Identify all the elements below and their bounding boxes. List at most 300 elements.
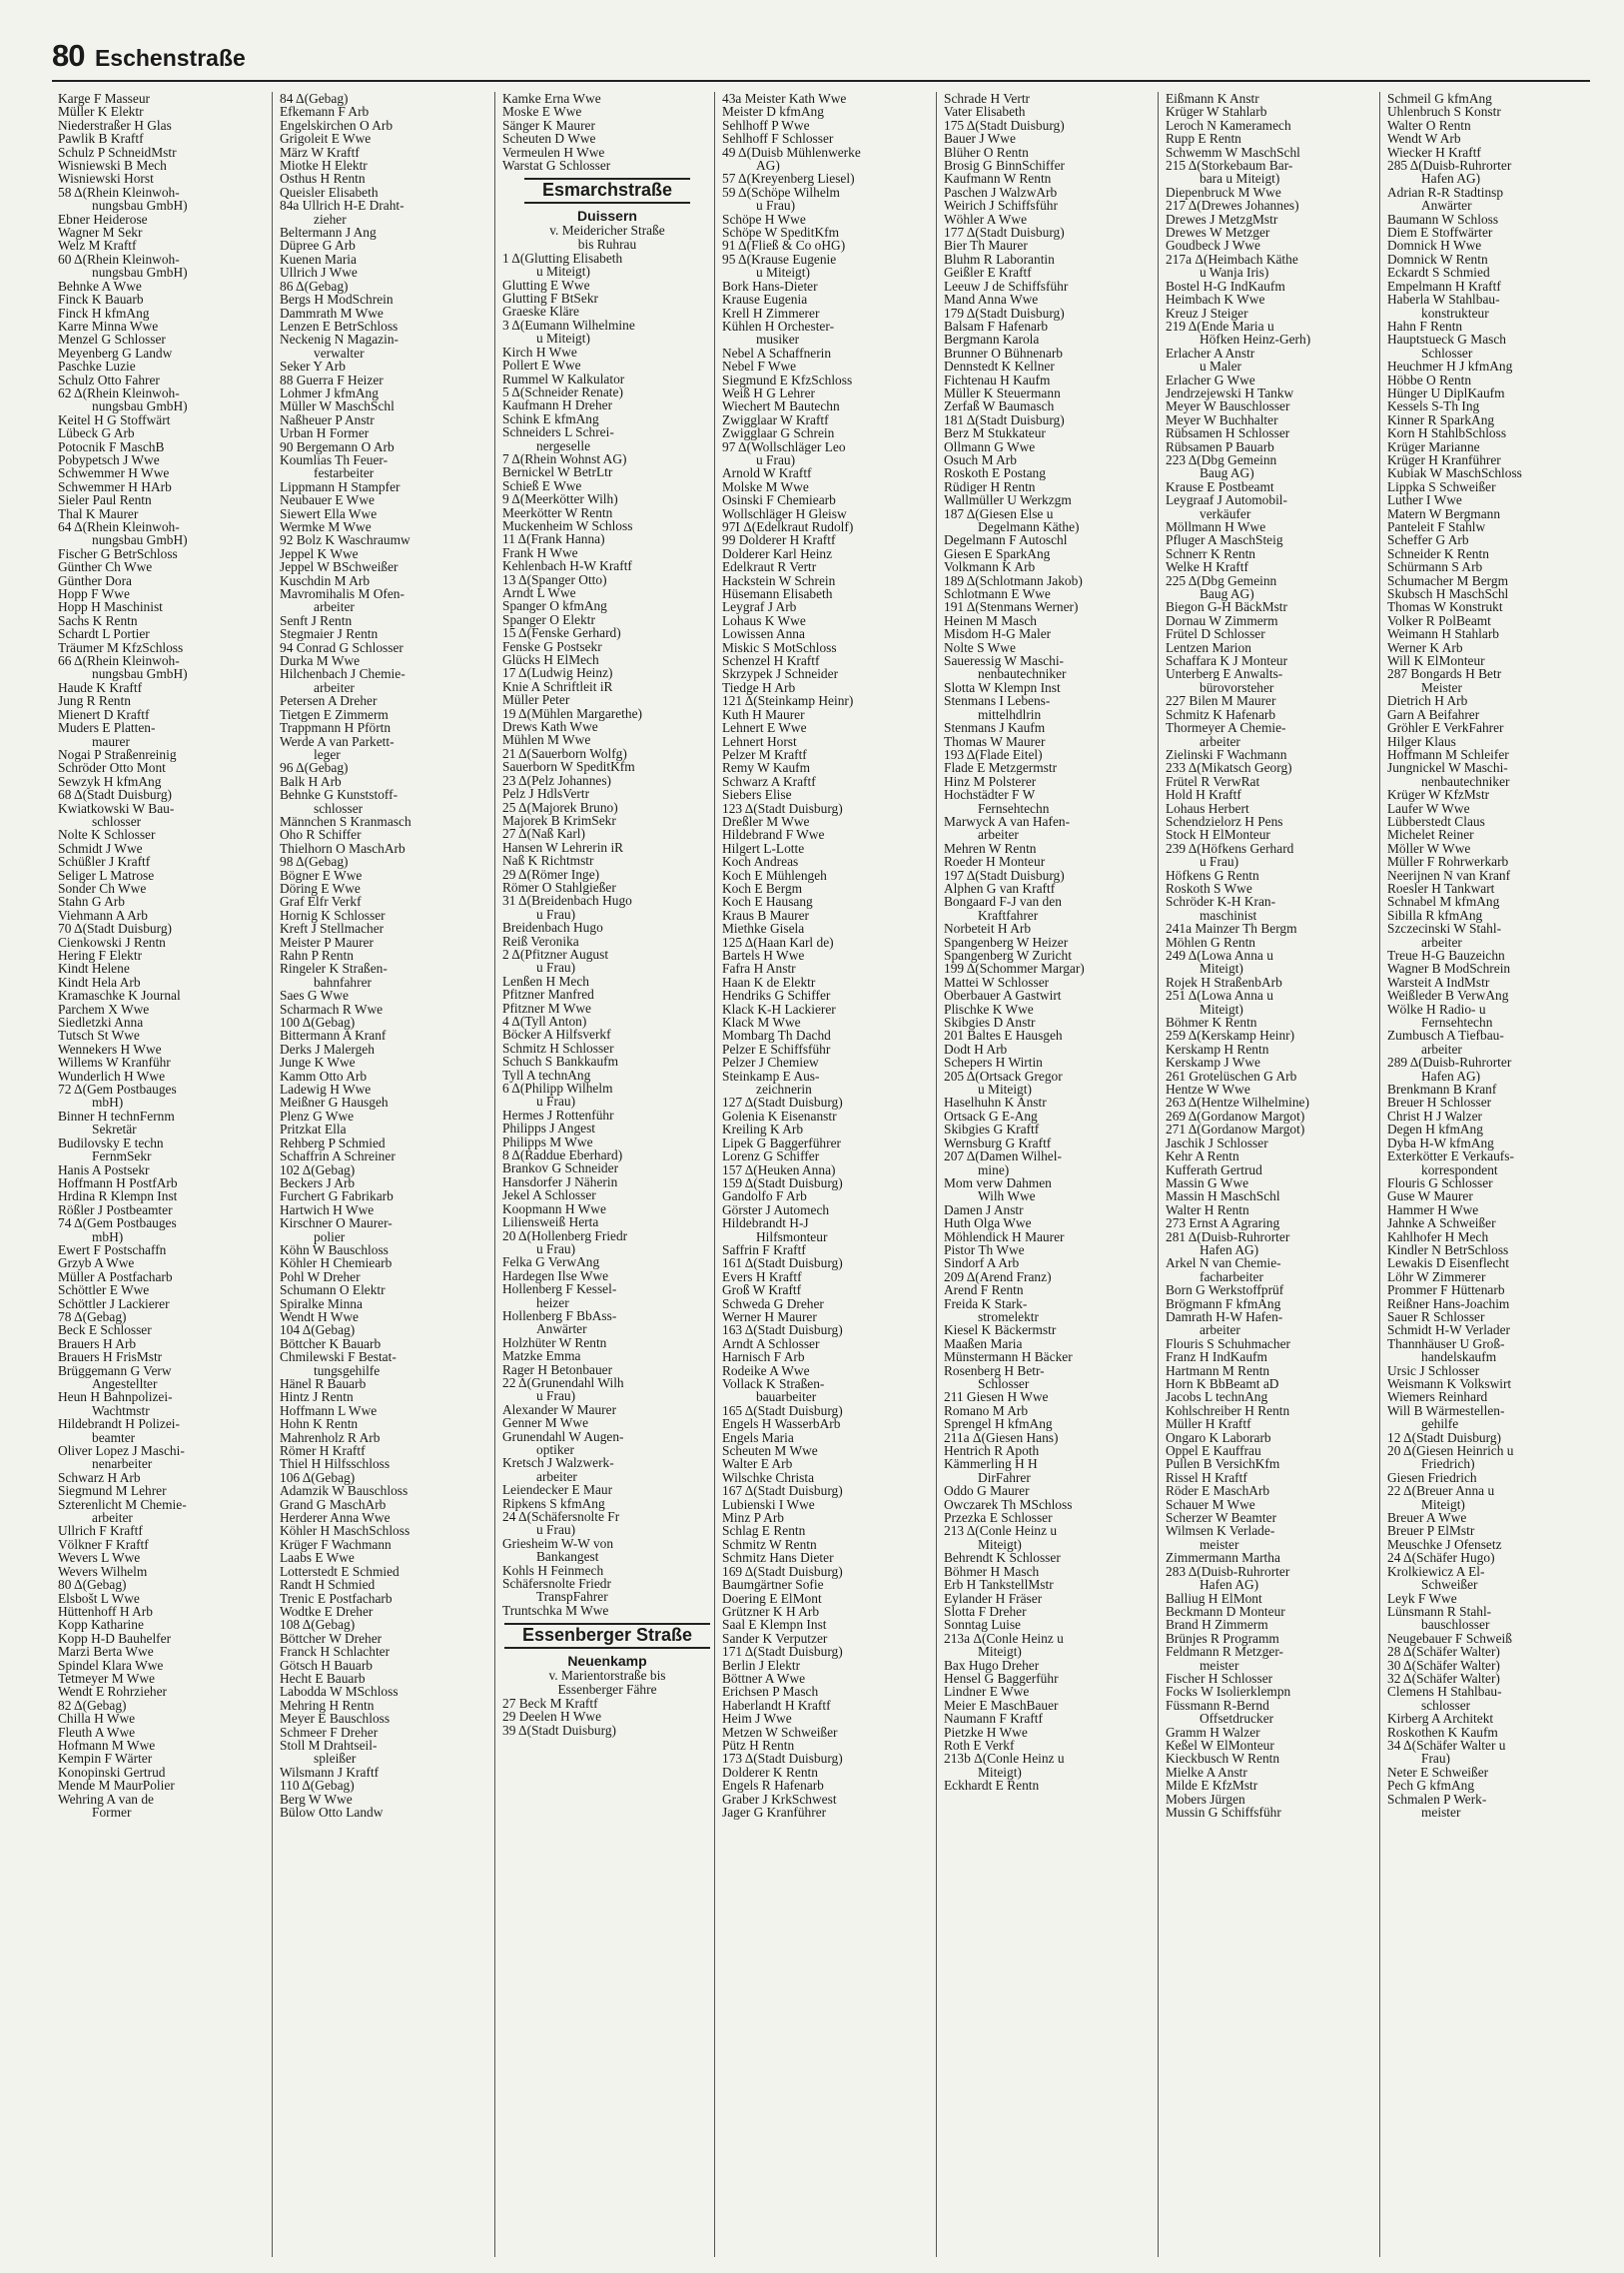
resident-entry: u Miteigt) [536, 264, 590, 280]
resident-entry: Wöhler A Wwe [944, 211, 1028, 227]
house-number-entry: 211a Δ(Giesen Hans) [944, 1429, 1059, 1445]
resident-entry: Thiel H Hilfsschloss [280, 1456, 391, 1472]
resident-entry: Degelmann Käthe) [978, 519, 1080, 534]
resident-entry: Wagner B ModSchrein [1387, 961, 1511, 977]
resident-entry: Welz M Kraftf [58, 238, 137, 254]
resident-entry: Hollenberg F Kessel- [502, 1281, 617, 1297]
resident-entry: Minz P Arb [722, 1510, 784, 1526]
resident-entry: Wermke M Wwe [280, 519, 372, 534]
resident-entry: Drews Kath Wwe [502, 719, 598, 735]
resident-entry: Kerskamp H Rentn [1166, 1041, 1269, 1057]
resident-entry: Sehlhoff P Wwe [722, 117, 810, 133]
resident-entry: Siedletzki Anna [58, 1015, 144, 1031]
column-divider [714, 92, 715, 2257]
resident-entry: Pütz H Rentn [722, 1737, 795, 1753]
resident-entry: Bergs H ModSchrein [280, 292, 394, 308]
resident-entry: Engels Maria [722, 1429, 794, 1445]
resident-entry: Wisniewski Horst [58, 171, 154, 187]
resident-entry: Fernsehtechn [978, 800, 1050, 816]
resident-entry: Meister [1421, 679, 1462, 695]
resident-entry: Rößler J Postbeamter [58, 1201, 173, 1217]
resident-entry: Rübsamen P Bauarb [1166, 438, 1274, 454]
resident-entry: Kindt Hela Arb [58, 974, 141, 990]
resident-entry: Werner H Maurer [722, 1308, 817, 1324]
column-divider [494, 92, 495, 2257]
resident-entry: Schwemm W MaschSchl [1166, 144, 1300, 160]
resident-entry: Kufferath Gertrud [1166, 1161, 1262, 1177]
resident-entry: Meyer E Bauschloss [280, 1711, 391, 1727]
resident-entry: Böttner A Wwe [722, 1670, 806, 1686]
resident-entry: DirFahrer [978, 1469, 1031, 1485]
resident-entry: bahnfahrer [314, 974, 372, 990]
resident-entry: Spindel Klara Wwe [58, 1657, 164, 1673]
resident-entry: Elsbošt L Wwe [58, 1590, 140, 1606]
resident-entry: Berz M Stukkateur [944, 425, 1046, 441]
resident-entry: FernmSekr [92, 1148, 152, 1164]
resident-entry: Former [92, 1805, 132, 1820]
resident-entry: Brauers H FrisMstr [58, 1349, 163, 1365]
resident-entry: Massin G Wwe [1166, 1174, 1249, 1190]
resident-entry: Wiechert M Bautechn [722, 398, 840, 414]
house-number-entry: 169 Δ(Stadt Duisburg) [722, 1563, 843, 1579]
house-number-entry: 271 Δ(Gordanow Margot) [1166, 1122, 1305, 1137]
house-number-entry: 223 Δ(Dbg Gemeinn [1166, 451, 1277, 467]
resident-entry: Schwemmer H HArb [58, 478, 172, 494]
resident-entry: Kramaschke K Journal [58, 988, 181, 1004]
resident-entry: Böcker A Hilfsverkf [502, 1027, 611, 1043]
resident-entry: Meister P Maurer [280, 934, 374, 950]
resident-entry: Kühlen H Orchester- [722, 318, 835, 334]
resident-entry: Wilh Wwe [978, 1188, 1036, 1204]
resident-entry: Slotta W Klempn Inst [944, 679, 1061, 695]
resident-entry: nergeselle [536, 437, 591, 453]
resident-entry: Kreuz J Steiger [1166, 305, 1248, 321]
resident-entry: Dolderer K Rentn [722, 1764, 818, 1780]
resident-entry: leger [314, 746, 341, 762]
resident-entry: Warstat G Schlosser [502, 158, 611, 174]
resident-entry: Koumlias Th Feuer- [280, 451, 389, 467]
house-number-entry: 94 Conrad G Schlosser [280, 639, 404, 655]
resident-entry: Schlosser [1421, 345, 1473, 361]
resident-entry: Schröder Otto Mont [58, 760, 166, 776]
house-number-entry: 108 Δ(Gebag) [280, 1617, 356, 1633]
resident-entry: Siebers Elise [722, 787, 792, 803]
house-number-entry: 175 Δ(Stadt Duisburg) [944, 117, 1065, 133]
resident-entry: Görster J Automech [722, 1201, 830, 1217]
house-number-entry: 9 Δ(Meerkötter Wilh) [502, 491, 618, 507]
resident-entry: Roeder H Monteur [944, 854, 1046, 870]
resident-entry: Fenske G Postsekr [502, 638, 602, 654]
resident-entry: Schumacher M Bergm [1387, 572, 1508, 588]
resident-entry: Möller W Wwe [1387, 840, 1471, 856]
resident-entry: nungsbau GmbH) [92, 398, 188, 414]
resident-entry: Michelet Reiner [1387, 827, 1474, 843]
resident-entry: bauarbeiter [756, 1389, 817, 1405]
resident-entry: Kirch H Wwe [502, 344, 577, 360]
resident-entry: Beltermann J Ang [280, 225, 377, 241]
house-number-entry: 187 Δ(Giesen Else u [944, 505, 1054, 521]
resident-entry: Schwarz H Arb [58, 1469, 141, 1485]
resident-entry: Steinkamp E Aus- [722, 1068, 820, 1084]
house-number-entry: 11 Δ(Frank Hanna) [502, 531, 605, 547]
resident-entry: tungsgehilfe [314, 1362, 381, 1378]
resident-entry: Sprengel H kfmAng [944, 1416, 1053, 1432]
resident-entry: Tyll A technAng [502, 1067, 591, 1083]
house-number-entry: 181 Δ(Stadt Duisburg) [944, 411, 1065, 427]
resident-entry: arbeiter [1421, 934, 1462, 950]
house-number-entry: 171 Δ(Stadt Duisburg) [722, 1644, 843, 1660]
resident-entry: Schmitz W Rentn [722, 1536, 817, 1552]
house-number-entry: 205 Δ(Ortsack Gregor [944, 1068, 1063, 1084]
resident-entry: Hold H Kraftf [1166, 787, 1241, 803]
house-number-entry: 19 Δ(Mühlen Margarethe) [502, 705, 642, 721]
resident-entry: Schwarz A Kraftf [722, 773, 816, 789]
resident-entry: Hrdina R Klempn Inst [58, 1188, 178, 1204]
resident-entry: Düpree G Arb [280, 238, 356, 254]
resident-entry: Breuer H Schlosser [1387, 1095, 1492, 1111]
resident-entry: Volkmann K Arb [944, 559, 1036, 575]
resident-entry: mbH) [92, 1095, 124, 1111]
resident-entry: Stenmans I Lebens- [944, 693, 1051, 709]
resident-entry: Ongaro K Laborarb [1166, 1429, 1271, 1445]
house-number-entry: 21 Δ(Sauerborn Wolfg) [502, 745, 627, 761]
resident-entry: Ripkens S kfmAng [502, 1495, 605, 1511]
resident-entry: Haberla W Stahlbau- [1387, 292, 1500, 308]
resident-entry: musiker [756, 332, 800, 348]
resident-entry: Werner K Arb [1387, 639, 1463, 655]
resident-entry: Sibilla R kfmAng [1387, 907, 1483, 923]
resident-entry: Heim J Wwe [722, 1711, 792, 1727]
resident-entry: Berlin J Elektr [722, 1657, 801, 1673]
resident-entry: Wevers L Wwe [58, 1550, 141, 1566]
resident-entry: Owczarek Th MSchloss [944, 1496, 1073, 1512]
resident-entry: Wilsmann J Kraftf [280, 1764, 380, 1780]
house-number-entry: 97I Δ(Edelkraut Rudolf) [722, 519, 854, 534]
resident-entry: Fafra H Anstr [722, 961, 796, 977]
resident-entry: Hackstein W Schrein [722, 572, 836, 588]
resident-entry: Bork Hans-Dieter [722, 278, 818, 294]
resident-entry: Höfken Heinz-Gerh) [1200, 332, 1311, 348]
resident-entry: Willems W Kranführ [58, 1055, 171, 1071]
street-title: Esmarchstraße [524, 178, 690, 203]
resident-entry: Hoffmann L Wwe [280, 1402, 378, 1418]
house-number-entry: 100 Δ(Gebag) [280, 1015, 356, 1031]
resident-entry: Miteigt) [1200, 961, 1243, 977]
resident-entry: Schepers H Wirtin [944, 1055, 1043, 1071]
house-number-entry: 1 Δ(Glutting Elisabeth [502, 250, 623, 266]
resident-entry: Thielhorn O MaschArb [280, 840, 406, 856]
resident-entry: Wiecker H Kraftf [1387, 144, 1481, 160]
resident-entry: Seker Y Arb [280, 359, 346, 375]
resident-entry: Rojek H StraßenbArb [1166, 974, 1282, 990]
house-number-entry: 49 Δ(Duisb Mühlenwerke [722, 144, 861, 160]
resident-entry: Hardegen Ilse Wwe [502, 1267, 609, 1283]
resident-entry: Herderer Anna Wwe [280, 1510, 391, 1526]
resident-entry: Schieß E Wwe [502, 477, 582, 493]
resident-entry: Neerijnen N van Kranf [1387, 867, 1511, 883]
resident-entry: Laufer W Wwe [1387, 800, 1470, 816]
resident-entry: Kirschner O Maurer- [280, 1215, 393, 1231]
resident-entry: Biegon G-H BäckMstr [1166, 599, 1287, 615]
street-title: Essenberger Straße [504, 1623, 710, 1648]
resident-entry: Haberlandt H Kraftf [722, 1697, 831, 1713]
resident-entry: Pelzer M Kraftf [722, 746, 807, 762]
resident-entry: Derks J Malergeh [280, 1041, 375, 1057]
house-number-entry: 121 Δ(Steinkamp Heinr) [722, 693, 854, 709]
resident-entry: Bier Th Maurer [944, 238, 1028, 254]
resident-entry: Karre Minna Wwe [58, 318, 159, 334]
resident-entry: Stahn G Arb [58, 894, 125, 910]
resident-entry: zeichnerin [756, 1082, 812, 1098]
resident-entry: u Frau) [536, 1522, 576, 1538]
resident-entry: Osuch M Arb [944, 451, 1017, 467]
resident-entry: festarbeiter [314, 465, 375, 481]
house-number-entry: 219 Δ(Ende Maria u [1166, 318, 1274, 334]
resident-entry: Frütel D Schlosser [1166, 626, 1265, 642]
resident-entry: Köhler H MaschSchloss [280, 1523, 410, 1539]
resident-entry: gehilfe [1421, 1416, 1459, 1432]
resident-entry: Schröder K-H Kran- [1166, 894, 1276, 910]
resident-entry: Hopp H Maschinist [58, 599, 163, 615]
resident-entry: Freida K Stark- [944, 1295, 1028, 1311]
resident-entry: Krüger F Wachmann [280, 1536, 392, 1552]
resident-entry: Miteigt) [978, 1764, 1022, 1780]
resident-entry: Wernsburg G Kraftf [944, 1135, 1052, 1150]
resident-entry: Leiendecker E Maur [502, 1482, 613, 1498]
resident-entry: Hensel G Baggerführ [944, 1670, 1059, 1686]
resident-entry: Roskothen K Kaufm [1387, 1724, 1498, 1740]
directory-column [944, 92, 1154, 2257]
resident-entry: Engels H WasserbArb [722, 1416, 841, 1432]
resident-entry: Krell H Zimmerer [722, 305, 820, 321]
resident-entry: Lippka S Schweißer [1387, 478, 1496, 494]
house-number-entry: 239 Δ(Höfkens Gerhard [1166, 840, 1294, 856]
resident-entry: März W Kraftf [280, 144, 360, 160]
resident-entry: Schneider K Rentn [1387, 545, 1489, 561]
street-range-note: v. Meidericher Straße [549, 222, 665, 238]
resident-entry: Empelmann H Kraftf [1387, 278, 1501, 294]
resident-entry: Prommer F Hüttenarb [1387, 1282, 1505, 1298]
resident-entry: u Frau) [536, 1094, 576, 1110]
resident-entry: Kopp Katharine [58, 1617, 144, 1633]
resident-entry: Parchem X Wwe [58, 1001, 150, 1017]
resident-entry: Bax Hugo Dreher [944, 1657, 1040, 1673]
resident-entry: Exterkötter E Verkaufs- [1387, 1148, 1514, 1164]
resident-entry: Sehlhoff F Schlosser [722, 131, 834, 147]
resident-entry: Damrath H-W Hafen- [1166, 1308, 1283, 1324]
resident-entry: Matern W Bergmann [1387, 505, 1501, 521]
resident-entry: Giesen Friedrich [1387, 1469, 1477, 1485]
resident-entry: Grigoleit E Wwe [280, 131, 372, 147]
resident-entry: Pelzer J Chemiew [722, 1055, 819, 1071]
resident-entry: u Frau) [756, 451, 796, 467]
resident-entry: Kindler N BetrSchloss [1387, 1241, 1509, 1257]
resident-entry: Finck K Bauarb [58, 292, 144, 308]
resident-entry: Pritzkat Ella [280, 1122, 347, 1137]
resident-entry: Kreiling K Arb [722, 1122, 804, 1137]
resident-entry: Scherzer W Beamter [1166, 1510, 1277, 1526]
resident-entry: meister [1421, 1805, 1461, 1820]
house-number-entry: 30 Δ(Schäfer Walter) [1387, 1657, 1500, 1673]
house-number-entry: 197 Δ(Stadt Duisburg) [944, 867, 1065, 883]
resident-entry: Wehring A van de [58, 1791, 154, 1807]
resident-entry: bauschlosser [1421, 1617, 1490, 1633]
resident-entry: Ladewig H Wwe [280, 1082, 372, 1098]
resident-entry: Haude K Kraftf [58, 679, 143, 695]
house-number-entry: 273 Ernst A Agraring [1166, 1215, 1280, 1231]
resident-entry: Kaufmann W Rentn [944, 171, 1052, 187]
resident-entry: Neckenig N Magazin- [280, 332, 399, 348]
resident-entry: Kamke Erna Wwe [502, 92, 601, 106]
house-number-entry: 12 Δ(Stadt Duisburg) [1387, 1429, 1502, 1445]
resident-entry: Moske E Wwe [502, 104, 582, 120]
house-number-entry: 60 Δ(Rhein Kleinwoh- [58, 251, 180, 267]
resident-entry: Leygraaf J Automobil- [1166, 492, 1287, 508]
house-number-entry: 189 Δ(Schlotmann Jakob) [944, 572, 1083, 588]
resident-entry: Rosenberg H Betr- [944, 1362, 1045, 1378]
resident-entry: Trenic E Postfacharb [280, 1590, 393, 1606]
resident-entry: Rübsamen H Schlosser [1166, 425, 1290, 441]
house-number-entry: 84a Ullrich H-E Draht- [280, 198, 405, 214]
resident-entry: Gramm H Walzer [1166, 1724, 1260, 1740]
resident-entry: Hahn F Rentn [1387, 318, 1463, 334]
resident-entry: Muckenheim W Schloss [502, 517, 633, 533]
resident-entry: Schöpe H Wwe [722, 211, 806, 227]
resident-entry: Brosig G BinnSchiffer [944, 158, 1066, 174]
resident-entry: optiker [536, 1442, 574, 1457]
resident-entry: Schürmann S Arb [1387, 559, 1483, 575]
resident-entry: Garn A Beifahrer [1387, 706, 1480, 722]
resident-entry: u Frau) [536, 960, 576, 976]
resident-entry: Jeppel W BSchweißer [280, 559, 399, 575]
resident-entry: Randt H Schmied [280, 1577, 376, 1593]
house-number-entry: 159 Δ(Stadt Duisburg) [722, 1174, 843, 1190]
resident-entry: Warsteit A IndMstr [1387, 974, 1490, 990]
resident-entry: Kämmerling H H [944, 1456, 1038, 1472]
resident-entry: Mussin G Schiffsführ [1166, 1805, 1281, 1820]
resident-entry: meister [1200, 1657, 1239, 1673]
resident-entry: Sauerborn W SpeditKfm [502, 759, 635, 775]
house-number-entry: 263 Δ(Hentze Wilhelmine) [1166, 1095, 1309, 1111]
resident-entry: Krause E Postbeamt [1166, 478, 1274, 494]
resident-entry: nenarbeiter [92, 1456, 153, 1472]
resident-entry: nenbautechniker [978, 666, 1067, 682]
resident-entry: Weiß H G Lehrer [722, 384, 815, 400]
resident-entry: Lübeck G Arb [58, 425, 135, 441]
resident-entry: Thal K Maurer [58, 505, 139, 521]
resident-entry: Spiralke Minna [280, 1295, 363, 1311]
resident-entry: Breuer A Wwe [1387, 1510, 1467, 1526]
resident-entry: Schmalen P Werk- [1387, 1791, 1487, 1807]
resident-entry: Domnick W Rentn [1387, 251, 1488, 267]
resident-entry: Lohaus K Wwe [722, 612, 806, 628]
resident-entry: Domnick H Wwe [1387, 238, 1482, 254]
resident-entry: Griesheim W-W von [502, 1535, 614, 1551]
resident-entry: Roskoth S Wwe [1166, 880, 1252, 896]
resident-entry: Kuschdin M Arb [280, 572, 371, 588]
resident-entry: Pullen B VersichKfm [1166, 1456, 1280, 1472]
resident-entry: Degen H kfmAng [1387, 1122, 1483, 1137]
resident-entry: Mombarg Th Dachd [722, 1028, 831, 1044]
resident-entry: Nolte S Wwe [944, 639, 1016, 655]
resident-entry: Möhlen G Rentn [1166, 934, 1256, 950]
resident-entry: Metzen W Schweißer [722, 1724, 838, 1740]
resident-entry: Spanger O Elektr [502, 611, 595, 627]
resident-entry: Viehmann A Arb [58, 907, 148, 923]
resident-entry: Golenia K Eisenanstr [722, 1108, 837, 1124]
resident-entry: Hollenberg F BbAss- [502, 1307, 617, 1323]
resident-entry: arbeiter [92, 1510, 133, 1526]
resident-entry: Jeppel K Wwe [280, 545, 359, 561]
house-number-entry: 283 Δ(Duisb-Ruhrorter [1166, 1563, 1290, 1579]
resident-entry: Franz H IndKaufm [1166, 1349, 1267, 1365]
resident-entry: Brauers H Arb [58, 1335, 137, 1351]
resident-entry: Neugebauer F Schweiß [1387, 1630, 1512, 1646]
resident-entry: Mehren W Rentn [944, 840, 1037, 856]
resident-entry: Guse W Maurer [1387, 1188, 1473, 1204]
resident-entry: Hentze W Wwe [1166, 1082, 1250, 1098]
resident-entry: Truntschka M Wwe [502, 1602, 609, 1618]
resident-entry: Naß K Richtmstr [502, 853, 594, 869]
house-number-entry: 95 Δ(Krause Eugenie [722, 251, 837, 267]
house-number-entry: 25 Δ(Majorek Bruno) [502, 799, 618, 815]
resident-entry: Kraftfahrer [978, 907, 1039, 923]
house-number-entry: 199 Δ(Schommer Margar) [944, 961, 1085, 977]
resident-entry: Schauer M Wwe [1166, 1496, 1255, 1512]
resident-entry: arbeiter [1200, 733, 1240, 749]
resident-entry: Stoll M Drahtseil- [280, 1737, 378, 1753]
resident-entry: Müller Peter [502, 692, 570, 708]
resident-entry: Schmidt J Wwe [58, 840, 143, 856]
resident-entry: Meyenberg G Landw [58, 345, 173, 361]
resident-entry: Höbbe O Rentn [1387, 372, 1472, 387]
resident-entry: Will B Wärmestellen- [1387, 1402, 1505, 1418]
resident-entry: Schink E kfmAng [502, 410, 599, 426]
resident-entry: Krüger H Kranführer [1387, 451, 1501, 467]
resident-entry: Plischke K Wwe [944, 1001, 1034, 1017]
resident-entry: Hilfsmonteur [756, 1228, 828, 1244]
resident-entry: Kubiak W MaschSchloss [1387, 465, 1522, 481]
resident-entry: Vermeulen H Wwe [502, 144, 605, 160]
house-number-entry: 22 Δ(Grunendahl Wilh [502, 1374, 624, 1390]
resident-entry: Haselhuhn K Anstr [944, 1095, 1047, 1111]
house-number-entry: 217a Δ(Heimbach Käthe [1166, 251, 1298, 267]
resident-entry: Schnabel M kfmAng [1387, 894, 1500, 910]
resident-entry: Volker R PolBeamt [1387, 612, 1491, 628]
resident-entry: Binner H technFernm [58, 1108, 175, 1124]
resident-entry: Sauer R Schlosser [1387, 1308, 1485, 1324]
resident-entry: Mühlen M Wwe [502, 732, 591, 748]
resident-entry: Pelzer E Schiffsführ [722, 1041, 831, 1057]
house-number-entry: 72 Δ(Gem Postbauges [58, 1082, 177, 1098]
resident-entry: Fichtenau H Kaufm [944, 372, 1051, 387]
resident-entry: Behnke G Kunststoff- [280, 787, 399, 803]
resident-entry: Dietrich H Arb [1387, 693, 1468, 709]
house-number-entry: 269 Δ(Gordanow Margot) [1166, 1108, 1305, 1124]
resident-entry: Wennekers H Wwe [58, 1041, 162, 1057]
resident-entry: Hornig K Schlosser [280, 907, 386, 923]
resident-entry: maschinist [1200, 907, 1257, 923]
resident-entry: Marwyck A van Hafen- [944, 813, 1071, 829]
house-number-entry: 59 Δ(Schöpe Wilhelm [722, 184, 840, 200]
resident-entry: Hanis A Postsekr [58, 1161, 150, 1177]
resident-entry: Günther Dora [58, 572, 132, 588]
resident-entry: Eckhardt E Rentn [944, 1778, 1040, 1794]
resident-entry: Trappmann H Pförtn [280, 720, 392, 736]
resident-entry: Mand Anna Wwe [944, 292, 1039, 308]
resident-entry: korrespondent [1421, 1161, 1498, 1177]
resident-entry: Labodda W MSchloss [280, 1684, 399, 1700]
